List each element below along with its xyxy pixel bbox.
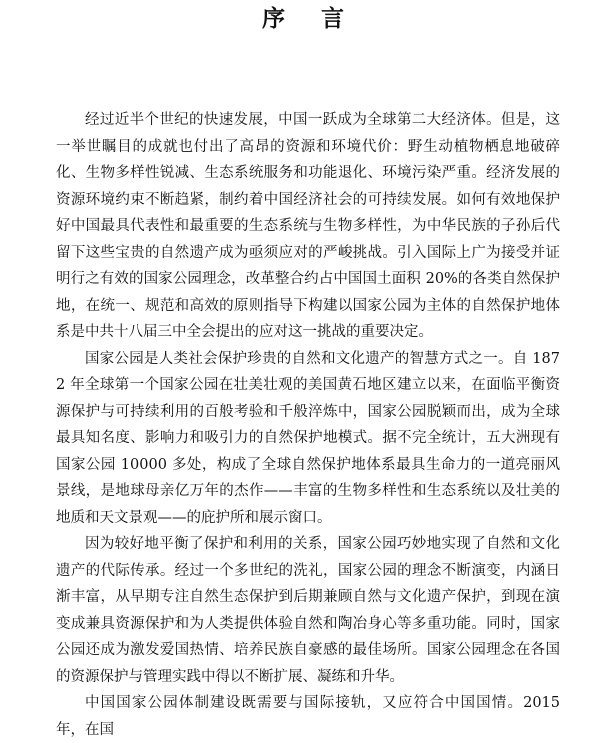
- paragraph-3: 因为较好地平衡了保护和利用的关系，国家公园巧妙地实现了自然和文化遗产的代际传承。经过一个多世纪的洗礼，国家公园的理念不断演变，内涵日渐丰富，从早期专注自然生态保护到后期兼顾自然与文化遗产保护，到现在演变成兼具资源保护和为人类提供体验自然和陶冶身心等多重功能。同时，国家公园还成为激发爱国热情、培养民族自豪感的最佳场所。国家公园理念在各国的资源保护与管理实践中得以不断扩展、凝练和升华。: [56, 536, 560, 685]
- paragraph-2: 国家公园是人类社会保护珍贵的自然和文化遗产的智慧方式之一。自 1872 年全球第一个国家公园在壮美壮观的美国黄石地区建立以来，在面临平衡资源保护与可持续利用的百般考验和千般淬炼中，国家公园脱颖而出，成为全球最具知名度、影响力和吸引力的自然保护地模式。据不完全统计，五大洲现有国家公园 10000 多处，构成了全球自然保护地体系最具生命力的一道亮丽风景线，是地球母亲亿万年的杰作——丰富的生物多样性和生态系统以及壮美的地质和天文景观——的庇护所和展示窗口。: [56, 350, 560, 526]
- preface-body: [56, 107, 560, 743]
- paragraph-4: 中国国家公园体制建设既需要与国际接轨，又应符合中国国情。2015 年，在国: [56, 695, 560, 738]
- paragraph-1: 经过近半个世纪的快速发展，中国一跃成为全球第二大经济体。但是，这一举世瞩目的成就也付出了高昂的资源和环境代价：野生动植物栖息地破碎化、生物多样性锐减、生态系统服务和功能退化、环境污染严重。经济发展的资源环境约束不断趋紧，制约着中国经济社会的可持续发展。如何有效地保护好中国最具代表性和最重要的生态系统与生物多样性，为中华民族的子孙后代留下这些宝贵的自然遗产成为亟须应对的严峻挑战。引入国际上广为接受并证明行之有效的国家公园理念，改革整合约占中国国土面积 20%的各类自然保护地，在统一、规范和高效的原则指导下构建以国家公园为主体的自然保护地体系是中共十八届三中全会提出的应对这一挑战的重要决定。: [56, 112, 560, 340]
- page-title: 序 言: [261, 6, 358, 32]
